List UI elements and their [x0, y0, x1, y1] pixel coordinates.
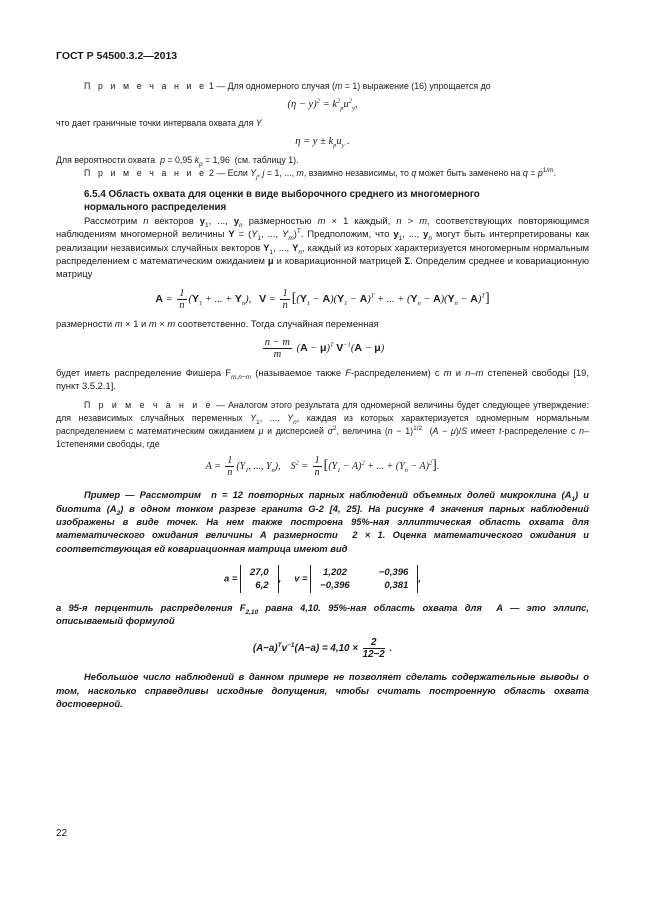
note-1-text: 1 — Для одномерного случая (m = 1) выражение (16) упрощается до	[206, 81, 491, 91]
matrix-v-cell: −0,396	[320, 579, 350, 591]
example-matrices: a = 27,0 6,2 , v = 1,202 −0,396 −0,396 0,381 ,	[224, 566, 421, 591]
note-1-text2: что дает граничные точки интервала охвата для Y	[56, 118, 262, 128]
formula-mean-covariance: A = $\frac{1}{n}$ ($Y_1$ + ... + $Y_n$), V = $\frac{1}{n}$ [$(Y_1 - A)(Y_1 - A)^T$ + ... + $(Y_n - A)(Y_n - A)^T$]	[155, 288, 490, 312]
matrix-v	[310, 565, 418, 593]
section-para-3: будет иметь распределение Фишера $F_{m,n-m}$ (называемое также F-распределением) с m и n–m степеней свободы [19, пункт 3.5.2.1].	[56, 366, 589, 392]
vector-a	[240, 565, 279, 593]
note-3-label: П р и м е ч а н и е	[84, 400, 213, 411]
document-body	[56, 80, 589, 710]
section-heading: 6.5.4 Область охвата для оценки в виде выборочного среднего из многомерного нормального распределения	[84, 189, 480, 213]
note-3	[56, 399, 589, 451]
matrix-v-label: v =	[294, 572, 308, 584]
vector-a-label: a =	[224, 572, 238, 584]
matrix-v-cell: 0,381	[384, 579, 409, 591]
page-number: 22	[56, 828, 68, 839]
note-1-text3: Для вероятности охвата p = 0,95 $k_p = 1,96$ (см. таблицу 1).	[56, 155, 299, 168]
note-1-label: П р и м е ч а н и е	[84, 81, 207, 91]
note-3-text: — Аналогом этого результата для одномерной величины будет следующее утверждение: для независимых случайных переменных $Y_1$, ..., $Y_n$, каждая из которых характеризуется одномерным нормальным распределением с математическим ожиданием μ и дисперсией $\sigma^2$, величина $(n - 1)^{1/2}$ (A − μ)/S имеет t-распределение с n–1степенями свободы, где	[56, 400, 590, 450]
vector-a-cell: 6,2	[255, 579, 269, 591]
formula-fisher-variable: $\frac{n - m}{m}$ $(A - \mu)^T$ $V^{-1}(A - \mu)$	[264, 336, 385, 360]
section-para-1: Рассмотрим n векторов $y_1$, ..., $y_n$ размерностью m × 1 каждый, n > m, соответствующих повторяющимся наблюдениям многомерной величины $Y = (Y_1$, ..., $Y_m)^T$. Предположим, что $y_1$, ..., $y_n$ могут быть интерпретированы как реализации независимых случайных векторов $Y_1$, ..., $Y_n$, каждый из которых характеризуется многомерным нормальным распределением с математическим ожиданием μ и ковариационной матрицей Σ. Определим среднее и ковариационную матрицу	[56, 215, 590, 280]
document-header: ГОСТ Р 54500.3.2—2013	[56, 50, 178, 62]
matrix-v-cell: −0,396	[378, 566, 409, 578]
formula-ellipse: $(A-a)^Tv^{-1}(A-a) = 4,10$ × $\frac{2}{12-2}$ .	[252, 637, 393, 661]
example-para-2: а 95-я перцентиль распределения $F_{2,10}$ равна 4,10. 95%-ная область охвата для A — это эллипс, описываемый формулой	[56, 601, 589, 627]
formula-univariate: A = $\frac{1}{n}$ ($Y_1$, ..., $Y_n$), $S^2$ = $\frac{1}{n}$ [$(Y_1 - A)^2$ + ... + $(Y_n - A)^2$].	[205, 455, 440, 479]
note-2-text: 2 — Если $Y_j$, j = 1, ..., m, взаимно независимы, то q может быть заменено на $q = p^{1/m}$.	[206, 167, 557, 181]
example-para-1: Пример — Рассмотрим n = 12 повторных парных наблюдений объемных долей микроклина $(A_1)$ и биотита $(A_2)$ в одном тонком разрезе гранита G-2 [4, 25]. На рисунке 4 значения парных наблюдений изображены в виде точек. На нем также построена 95%-ная эллиптическая область охвата для математического ожидания величины A размерности 2 × 1. Оценка математического ожидания и соответствующая ей ковариационная матрица имеют вид	[56, 489, 590, 554]
formula-16-simplified: $(\eta - y)^2 = k^2_pu^2_y$,	[287, 97, 358, 113]
note-2-label: П р и м е ч а н и е	[84, 168, 207, 178]
vector-a-cell: 27,0	[249, 566, 269, 578]
section-para-2: размерности m × 1 и m × m соответственно. Тогда случайная переменная	[56, 318, 379, 330]
example-para-3: Небольшое число наблюдений в данном примере не позволяет сделать содержательные выводы о том, насколько справедливы исходные допущения, чтобы считать построенную область охвата достоверной.	[56, 671, 589, 710]
formula-interval-bounds: $\eta = y \pm k_pu_y$ .	[295, 136, 350, 150]
note-1	[56, 80, 589, 93]
matrix-v-cell: 1,202	[322, 566, 347, 578]
note-2	[56, 167, 589, 180]
